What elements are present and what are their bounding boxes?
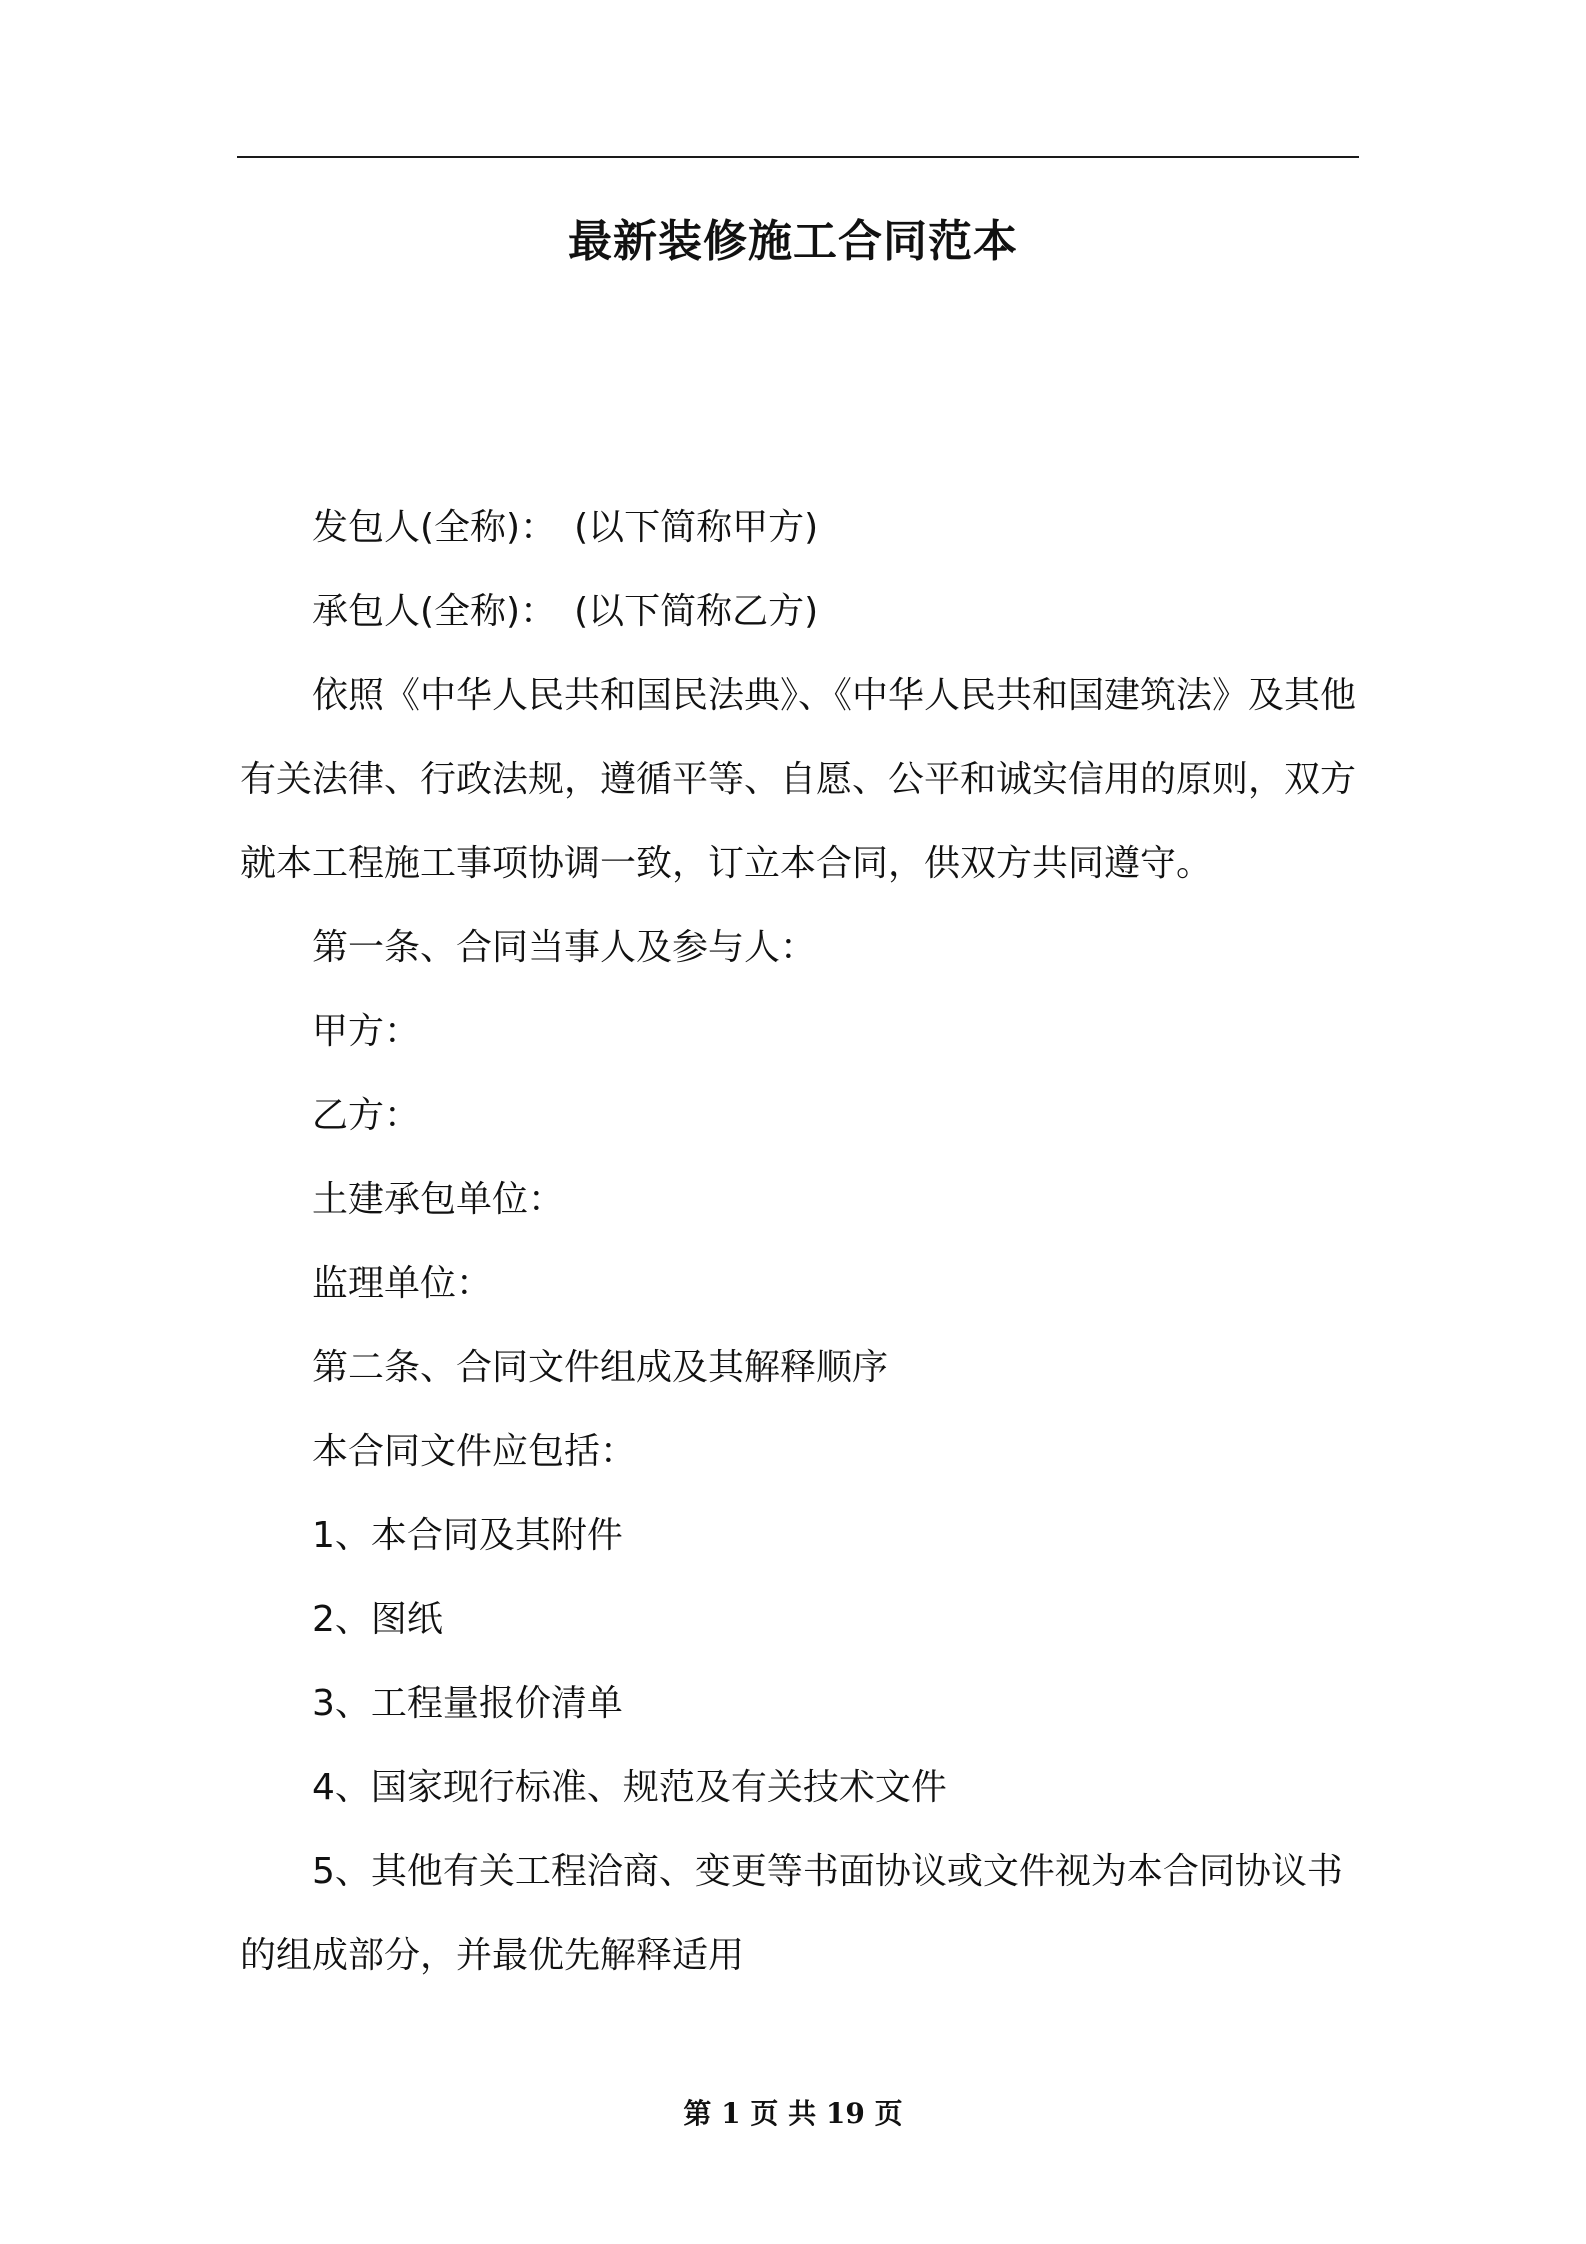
paragraph-party-b: 乙方： <box>312 1095 421 1136</box>
paragraph-civil-contractor: 土建承包单位： <box>312 1179 565 1220</box>
paragraph-legal-basis: 依照《中华人民共和国民法典》、《中华人民共和国建筑法》及其他有关法律、行政法规，遵循平等、自愿、公平和诚实信用的原则，双方就本工程施工事项协调一致，订立本合同，供双方共同遵守。 <box>240 675 1357 884</box>
paragraph-article-1: 第一条、合同当事人及参与人： <box>312 927 817 968</box>
paragraph-contractor: 承包人(全称)： (以下简称乙方) <box>312 591 819 632</box>
paragraph-supervisor: 监理单位： <box>312 1263 493 1304</box>
paragraph-documents-include: 本合同文件应包括： <box>312 1431 637 1472</box>
paragraph-article-2: 第二条、合同文件组成及其解释顺序 <box>312 1347 889 1388</box>
page-number: 第 1 页 共 19 页 <box>683 2097 903 2130</box>
list-item: 4、国家现行标准、规范及有关技术文件 <box>312 1767 947 1808</box>
list-item: 2、图纸 <box>312 1599 443 1640</box>
list-item: 3、工程量报价清单 <box>312 1683 623 1724</box>
paragraph-party-a: 甲方： <box>312 1011 421 1052</box>
paragraph-employer: 发包人(全称)： (以下简称甲方) <box>312 507 819 548</box>
document-title: 最新装修施工合同范本 <box>568 216 1018 267</box>
header-rule <box>237 156 1359 158</box>
document-body <box>240 486 1360 1998</box>
list-item: 5、其他有关工程洽商、变更等书面协议或文件视为本合同协议书的组成部分，并最优先解释适用 <box>240 1851 1343 1976</box>
list-item: 1、本合同及其附件 <box>312 1515 623 1556</box>
